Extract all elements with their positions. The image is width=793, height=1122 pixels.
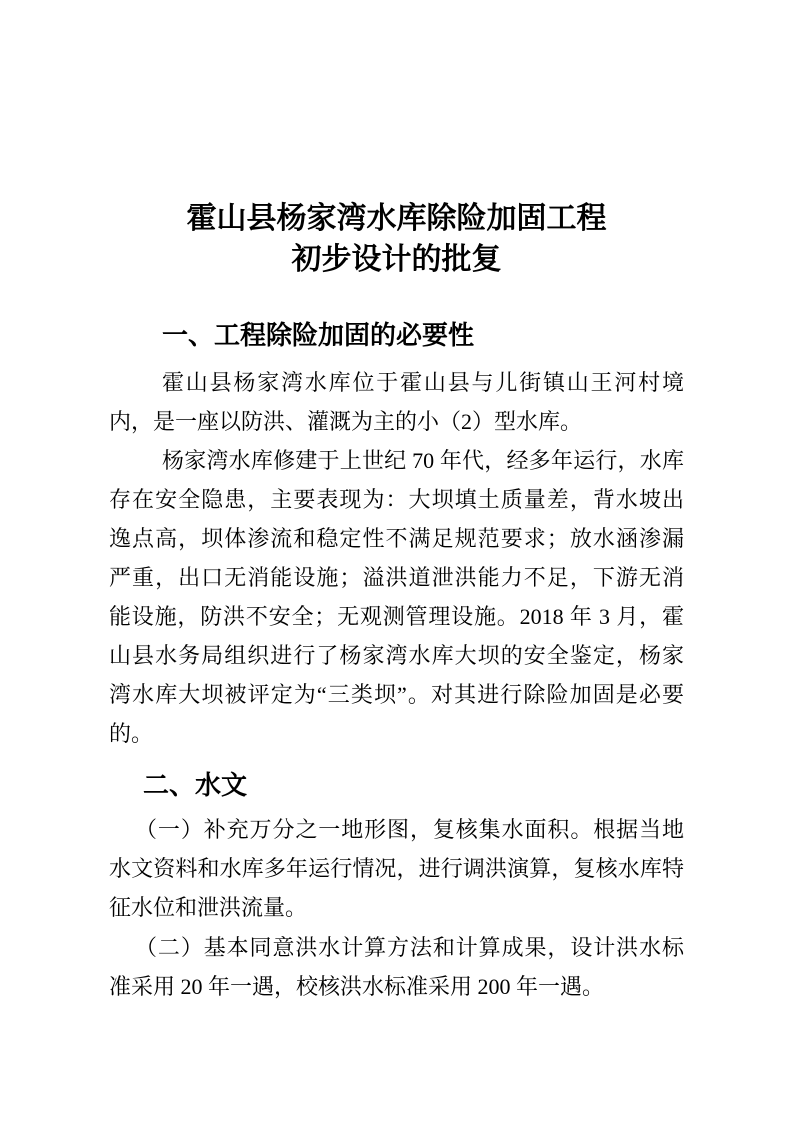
document-title-line-1: 霍山县杨家湾水库除险加固工程 [186,202,607,235]
section-2-heading: 二、水文 [143,770,248,800]
body-line: 杨家湾水库修建于上世纪 70 年代，经多年运行，水库 [162,448,684,473]
body-line: 严重，出口无消能设施；溢洪道泄洪能力不足，下游无消 [109,565,684,590]
body-line: 存在安全隐患，主要表现为：大坝填土质量差，背水坡出 [109,487,684,512]
body-line: 霍山县杨家湾水库位于霍山县与儿街镇山王河村境 [162,370,684,395]
paragraph [109,810,684,927]
body-line: 逸点高，坝体渗流和稳定性不满足规范要求；放水涵渗漏 [109,526,684,551]
paragraph [109,928,684,1006]
document-title [109,198,684,280]
body-line: 湾水库大坝被评定为“三类坝”。对其进行除险加固是必要 [109,682,684,707]
document-body [109,198,684,1006]
body-line: 内，是一座以防洪、灌溉为主的小（2）型水库。 [109,409,583,434]
body-line: 准采用 20 年一遇，校核洪水标准采用 200 年一遇。 [109,974,605,999]
section-1-heading: 一、工程除险加固的必要性 [162,320,475,350]
body-line: 山县水务局组织进行了杨家湾水库大坝的安全鉴定，杨家 [109,643,684,668]
body-line: 水文资料和水库多年运行情况，进行调洪演算，复核水库特 [109,856,684,881]
paragraph [109,363,684,441]
body-line: （二）基本同意洪水计算方法和计算成果，设计洪水标 [135,935,684,960]
paragraph [109,441,684,753]
body-line: （一）补充万分之一地形图，复核集水面积。根据当地 [135,817,684,842]
body-line: 能设施，防洪不安全；无观测管理设施。2018 年 3 月，霍 [109,604,684,629]
body-line: 征水位和泄洪流量。 [109,895,308,920]
body-line: 的。 [109,721,154,746]
document-title-line-2: 初步设计的批复 [291,243,502,276]
